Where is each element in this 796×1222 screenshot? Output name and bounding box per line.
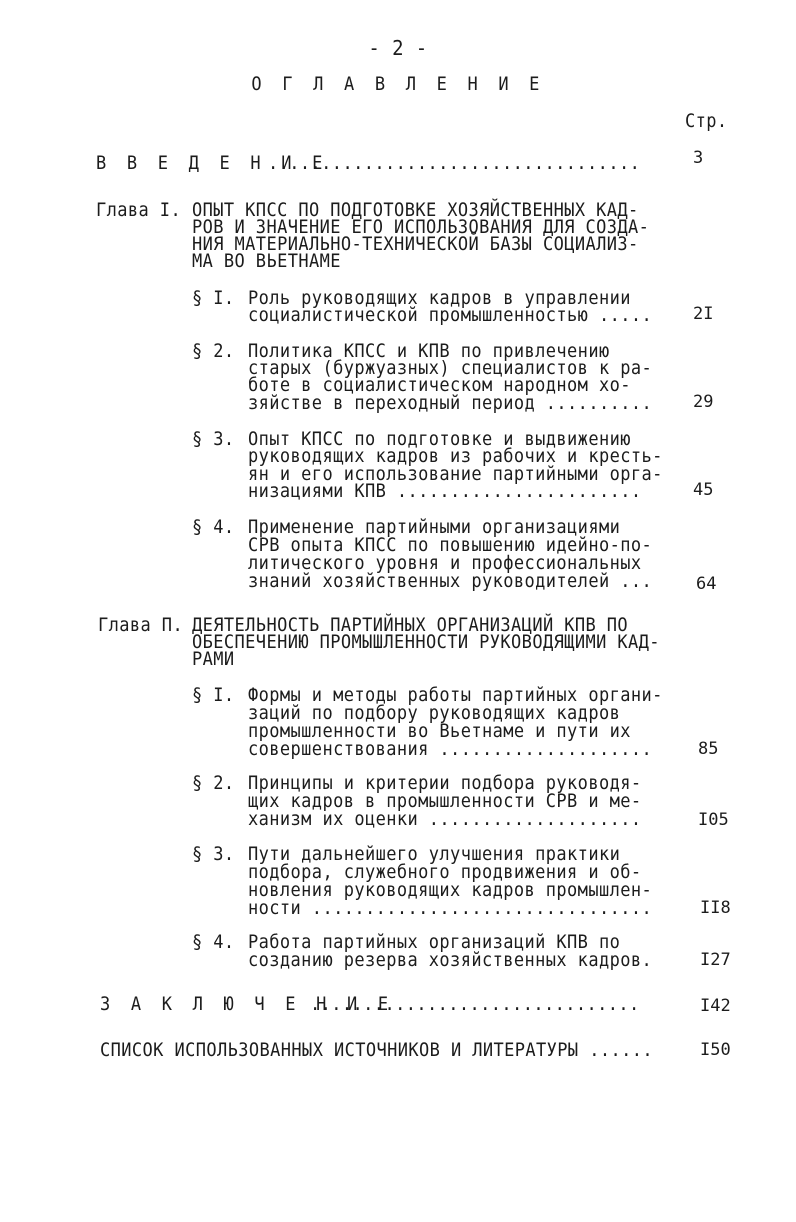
chapter-1-label: Глава I. [96,199,182,222]
chapter-2-title-line: ОБЕСПЕЧЕНИЮ ПРОМЫШЛЕННОСТИ РУКОВОДЯЩИМИ КАД- [192,631,660,654]
section-title-line: низациями КПВ ....................... [248,480,642,503]
section-number: § I. [192,287,235,310]
section-title-line: совершенствования .................... [248,738,653,761]
introduction-leader-dots: ................................... [268,152,641,175]
references-label: СПИСОК ИСПОЛЬЗОВАННЫХ ИСТОЧНИКОВ И ЛИТЕРАТУРЫ ...... [100,1039,654,1062]
chapter-1-title-line: РОВ И ЗНАЧЕНИЕ ЕГО ИСПОЛЬЗОВАНИЯ ДЛЯ СОЗДА- [192,216,650,239]
section-page: 29 [693,392,714,412]
introduction-page: 3 [693,148,704,168]
section-title-line: руководящих кадров из рабочих и кресть- [248,445,663,468]
section-title-line: подбора, служебного продвижения и об- [248,861,642,884]
section-title-line: Пути дальнейшего улучшения практики [248,843,621,866]
conclusion-leader-dots: ............................... [310,993,640,1016]
page-number: - 2 - [368,36,428,61]
section-page: 85 [698,739,719,759]
section-title-line: щих кадров в промышленности СРВ и ме- [248,790,642,813]
page-title: О Г Л А В Л Е Н И Е [251,73,545,96]
introduction-label: В В Е Д Е Н И Е [96,152,328,175]
references-page: I50 [700,1040,731,1060]
section-number: § I. [192,684,235,707]
section-number: § 2. [192,340,235,363]
section-page: I05 [698,810,729,830]
section-number: § 3. [192,843,235,866]
section-title-line: ян и его использование партийными орга- [248,463,663,486]
section-title-line: ности ................................ [248,897,653,920]
section-page: 45 [693,480,714,500]
section-title-line: промышленности во Вьетнаме и пути их [248,720,631,743]
page-column-header: Стр. [685,110,728,133]
chapter-2-title-line: РАМИ [192,648,235,671]
conclusion-page: I42 [700,996,731,1016]
section-title-line: Работа партийных организаций КПВ по [248,931,621,954]
section-title-line: ханизм их оценки .................... [248,808,642,831]
conclusion-label: З А К Л Ю Ч Е Н И Е [100,993,394,1016]
section-title-line: зяйстве в переходный период .......... [248,392,653,415]
section-page: 2I [693,304,714,324]
section-title-line: Принципы и критерии подбора руководя- [248,772,642,795]
section-title-line: Применение партийными организациями [248,516,621,539]
section-title-line: социалистической промышленностью ..... [248,304,653,327]
section-page: I27 [700,950,731,970]
section-title-line: литического уровня и профессиональных [248,552,642,575]
section-title-line: Опыт КПСС по подготовке и выдвижению [248,428,631,451]
section-number: § 4. [192,931,235,954]
section-page: II8 [700,898,731,918]
section-number: § 3. [192,428,235,451]
section-page: 64 [696,574,717,594]
section-title-line: СРВ опыта КПСС по повышению идейно-по- [248,534,653,557]
chapter-1-title-line: ОПЫТ КПСС ПО ПОДГОТОВКЕ ХОЗЯЙСТВЕННЫХ КАД- [192,199,639,222]
section-title-line: боте в социалистическом народном хо- [248,374,631,397]
section-title-line: новления руководящих кадров промышлен- [248,879,653,902]
section-number: § 4. [192,516,235,539]
section-title-line: Формы и методы работы партийных органи- [248,684,663,707]
section-title-line: знаний хозяйственных руководителей ... [248,570,653,593]
chapter-1-title-line: МА ВО ВЬЕТНАМЕ [192,250,341,273]
section-title-line: Роль руководящих кадров в управлении [248,287,631,310]
section-title-line: старых (буржуазных) специалистов к ра- [248,357,653,380]
chapter-2-label: Глава П. [98,614,184,637]
chapter-1-title-line: НИЯ МАТЕРИАЛЬНО-ТЕХНИЧЕСКОЙ БАЗЫ СОЦИАЛИЗ- [192,233,639,256]
section-title-line: созданию резерва хозяйственных кадров. [248,949,653,972]
section-title-line: заций по подбору руководящих кадров [248,702,621,725]
section-title-line: Политика КПСС и КПВ по привлечению [248,340,610,363]
section-number: § 2. [192,772,235,795]
chapter-2-title-line: ДЕЯТЕЛЬНОСТЬ ПАРТИЙНЫХ ОРГАНИЗАЦИЙ КПВ ПО [192,614,629,637]
